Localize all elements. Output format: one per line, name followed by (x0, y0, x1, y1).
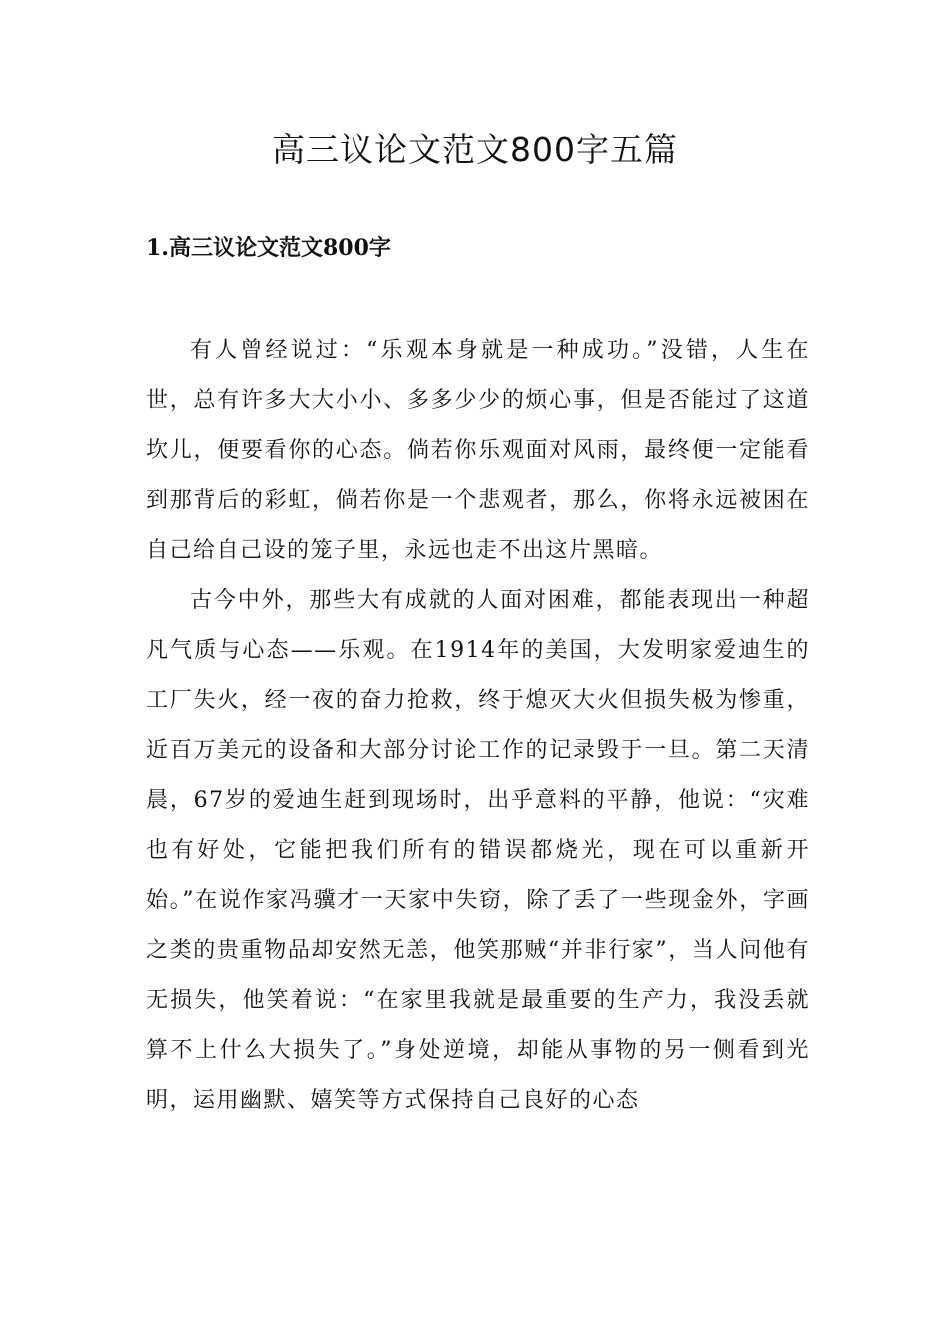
paragraph: 古今中外，那些大有成就的人面对困难，都能表现出一种超凡气质与心态——乐观。在1914年的美国，大发明家爱迪生的工厂失火，经一夜的奋力抢救，终于熄灭大火但损失极为惨重，近百万美元的设备和大部分讨论工作的记录毁于一旦。第二天清晨，67岁的爱迪生赶到现场时，出乎意料的平静，他说：“灾难也有好处，它能把我们所有的错误都烧光，现在可以重新开始。”在说作家冯骥才一天家中失窃，除了丢了一些现金外，字画之类的贵重物品却安然无恙，他笑那贼“并非行家”，当人问他有无损失，他笑着说：“在家里我就是最重要的生产力，我没丢就算不上什么大损失了。”身处逆境，却能从事物的另一侧看到光明，运用幽默、嬉笑等方式保持自己良好的心态 (146, 588, 810, 1113)
section-heading: 1.高三议论文范文800字 (146, 235, 391, 261)
document-title: 高三议论文范文800字五篇 (272, 130, 678, 169)
paragraph: 有人曾经说过：“乐观本身就是一种成功。”没错，人生在世，总有许多大大小小、多多少少的烦心事，但是否能过了这道坎儿，便要看你的心态。倘若你乐观面对风雨，最终便一定能看到那背后的彩虹，倘若你是一个悲观者，那么，你将永远被困在自己给自己设的笼子里，永远也走不出这片黑暗。 (146, 338, 810, 563)
article-body (146, 326, 810, 1126)
